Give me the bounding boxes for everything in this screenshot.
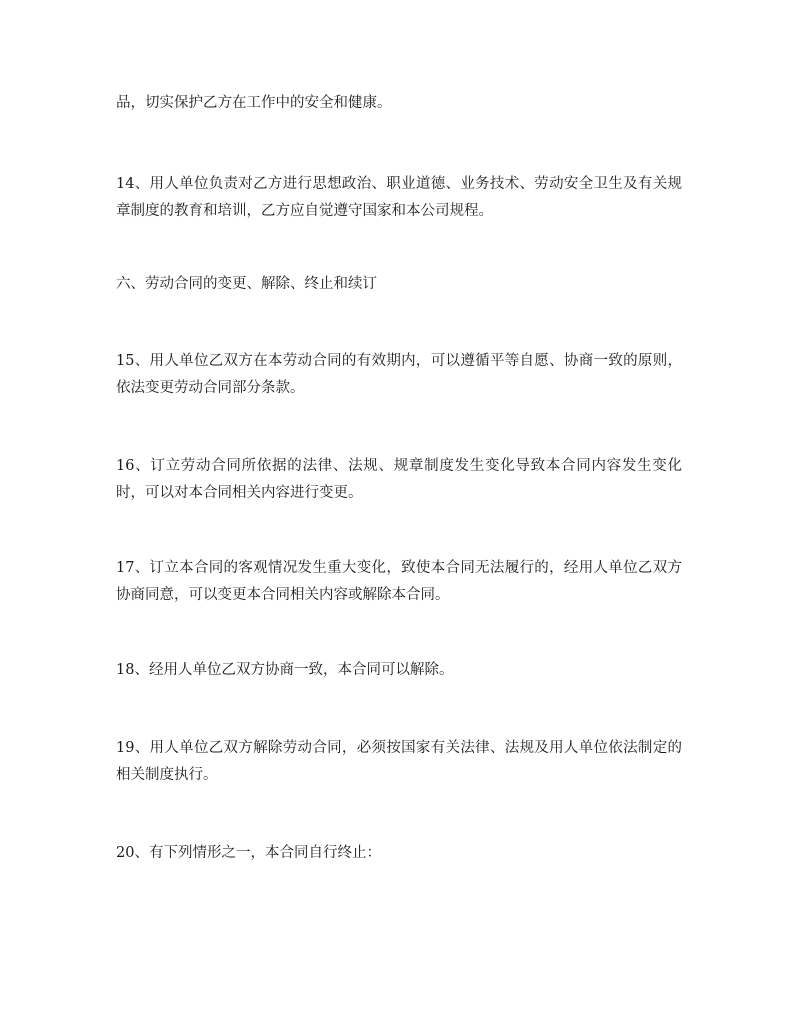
paragraph-continuation: 品，切实保护乙方在工作中的安全和健康。 [116,95,392,111]
clause-14: 14、用人单位负责对乙方进行思想政治、职业道德、业务技术、劳动安全卫生及有关规章制度的教育和培训，乙方应自觉遵守国家和本公司规程。 [116,176,682,219]
clause-16: 16、订立劳动合同所依据的法律、法规、规章制度发生变化导致本合同内容发生变化时，可以对本合同相关内容进行变更。 [116,458,682,501]
clause-17: 17、订立本合同的客观情况发生重大变化，致使本合同无法履行的，经用人单位乙双方协商同意，可以变更本合同相关内容或解除本合同。 [116,560,682,603]
clause-15: 15、用人单位乙双方在本劳动合同的有效期内，可以遵循平等自愿、协商一致的原则，依法变更劳动合同部分条款。 [116,353,682,396]
clause-18: 18、经用人单位乙双方协商一致，本合同可以解除。 [116,662,454,678]
section-heading-6: 六、劳动合同的变更、解除、终止和续订 [116,276,377,292]
clause-20: 20、有下列情形之一，本合同自行终止： [116,845,381,861]
clause-19: 19、用人单位乙双方解除劳动合同，必须按国家有关法律、法规及用人单位依法制定的相关制度执行。 [116,740,682,783]
